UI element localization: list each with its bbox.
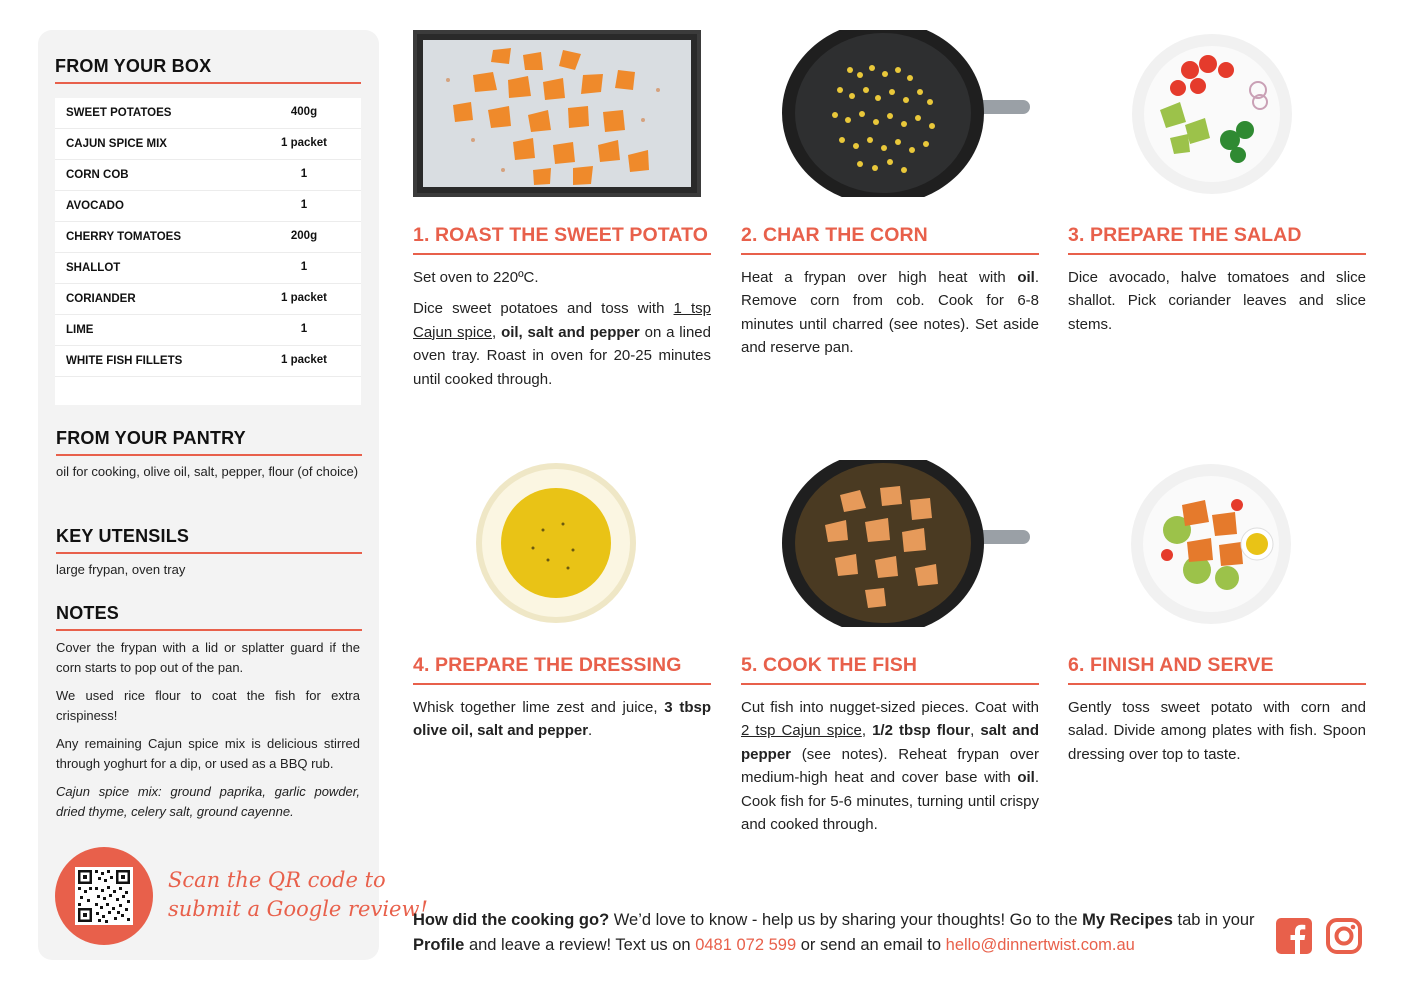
step-1-title: 1. ROAST THE SWEET POTATO <box>413 224 709 246</box>
ingredient-name: WHITE FISH FILLETS <box>66 355 183 367</box>
from-your-pantry-heading: FROM YOUR PANTRY <box>56 428 246 448</box>
bold-run: salt and pepper <box>741 722 1039 763</box>
from-your-box-heading: FROM YOUR BOX <box>55 56 212 76</box>
text-run: or send an email to <box>796 936 946 954</box>
step-6-text <box>1068 696 1366 774</box>
ingredient-name: CHERRY TOMATOES <box>66 231 182 243</box>
fish-frypan-photo <box>780 460 1030 627</box>
ingredient-qty: 1 <box>300 323 308 335</box>
utensils-text: large frypan, oven tray <box>56 562 186 577</box>
table-row <box>55 129 361 160</box>
ingredient-qty: 400g <box>290 106 318 118</box>
heading-divider <box>56 629 362 631</box>
text-run: . <box>588 722 593 740</box>
ingredient-qty: 1 packet <box>280 354 328 366</box>
sweet-potato-tray-photo <box>413 30 701 197</box>
step-divider <box>413 253 711 255</box>
step-1-text <box>413 266 711 399</box>
qr-caption-line1: Scan the QR code to <box>168 868 386 892</box>
step-1-para1: Set oven to 220ºC. <box>413 269 539 286</box>
step-6-title: 6. FINISH AND SERVE <box>1068 654 1274 676</box>
step-6-para: Gently toss sweet potato with corn and salad. Divide among plates with fish. Spoon dressing over top to taste. <box>1068 699 1366 763</box>
text-run: Whisk together lime zest and juice, <box>413 699 665 716</box>
table-row <box>55 315 361 346</box>
phone-link[interactable]: 0481 072 599 <box>695 936 797 954</box>
step-3-para: Dice avocado, halve tomatoes and slice shallot. Pick coriander leaves and slice stems. <box>1068 269 1366 333</box>
table-row <box>55 191 361 222</box>
step-3-title: 3. PREPARE THE SALAD <box>1068 224 1302 246</box>
bold-run: oil, salt and pepper <box>501 323 640 341</box>
bold-run: 3 tbsp olive oil, salt and pepper <box>413 699 711 740</box>
text-run: . Remove corn from cob. Cook for 6-8 minutes until charred (see notes). Set aside and reserve pan. <box>741 269 1039 357</box>
step-2-title: 2. CHAR THE CORN <box>741 224 928 246</box>
step-5-title: 5. COOK THE FISH <box>741 654 918 676</box>
sidebar-panel <box>38 30 428 960</box>
step-divider <box>1068 253 1366 255</box>
table-row <box>55 98 361 129</box>
notes-heading: NOTES <box>56 603 120 623</box>
pantry-text: oil for cooking, olive oil, salt, pepper, flour (of choice) <box>56 464 359 479</box>
text-run: Heat a frypan over high heat with <box>741 269 1018 286</box>
step-divider <box>741 253 1039 255</box>
step-1-para2 <box>413 297 711 391</box>
profile-label: Profile <box>413 936 465 954</box>
table-row <box>55 346 361 377</box>
salad-plate-photo <box>1130 30 1295 197</box>
qr-code-icon[interactable] <box>75 867 133 925</box>
ingredient-qty: 200g <box>290 230 318 242</box>
key-utensils-heading: KEY UTENSILS <box>56 526 190 546</box>
qr-badge <box>55 847 153 945</box>
ingredient-name: CORN COB <box>66 169 129 181</box>
text-run: , <box>861 722 873 740</box>
ingredient-name: AVOCADO <box>66 200 124 212</box>
text-run: on a lined oven tray. Roast in oven for 20-25 minutes until cooked through. <box>413 323 711 388</box>
bold-run: 1/2 tbsp flour <box>872 722 971 740</box>
ingredient-qty: 1 <box>300 199 308 211</box>
text-run: . Cook fish for 5-6 minutes, turning until crispy and cooked through. <box>741 769 1039 834</box>
bold-run: oil <box>1017 269 1035 286</box>
text-run: , <box>970 722 981 740</box>
my-recipes-label: My Recipes <box>1082 911 1173 929</box>
text-run: tab in your <box>1172 911 1255 929</box>
review-footer <box>413 908 1263 958</box>
ingredient-name: LIME <box>66 324 94 336</box>
step-5-para <box>741 696 1039 836</box>
step-4-para <box>413 696 711 743</box>
table-row <box>55 222 361 253</box>
finished-dish-photo <box>1127 460 1295 627</box>
ingredient-name: SWEET POTATOES <box>66 107 172 119</box>
ingredient-qty: 1 <box>300 168 308 180</box>
step-4-title: 4. PREPARE THE DRESSING <box>413 654 682 676</box>
ingredient-qty: 1 packet <box>280 137 328 149</box>
ingredient-name: CAJUN SPICE MIX <box>66 138 167 150</box>
footer-question: How did the cooking go? <box>413 911 610 929</box>
text-run: and leave a review! Text us on <box>464 936 696 954</box>
step-5-text <box>741 696 1039 844</box>
step-2-para <box>741 266 1039 360</box>
step-divider <box>413 683 711 685</box>
note-item: Cover the frypan with a lid or splatter guard if the corn starts to pop out of the pan. <box>56 640 360 675</box>
corn-frypan-photo <box>780 30 1030 197</box>
text-run: (see notes). Reheat frypan over medium-high heat and cover base with <box>741 745 1039 787</box>
heading-divider <box>56 552 362 554</box>
dressing-bowl-photo <box>473 460 639 627</box>
text-run: Cut fish into nugget-sized pieces. Coat with <box>741 699 1039 716</box>
facebook-icon[interactable] <box>1276 918 1312 959</box>
step-4-text <box>413 696 711 751</box>
ingredient-qty: 1 <box>300 261 308 273</box>
ingredient-name: CORIANDER <box>66 293 136 305</box>
table-row <box>55 284 361 315</box>
note-item: Cajun spice mix: ground paprika, garlic powder, dried thyme, celery salt, ground cayenne. <box>56 784 360 819</box>
ingredient-link: 1 tsp Cajun spice <box>413 300 711 341</box>
ingredient-name: SHALLOT <box>66 262 121 274</box>
table-row <box>55 160 361 191</box>
step-2-text <box>741 266 1039 368</box>
text-run: , <box>492 323 502 341</box>
email-link[interactable]: hello@dinnertwist.com.au <box>945 936 1135 954</box>
text-run: We’d love to know - help us by sharing your thoughts! Go to the <box>609 911 1083 929</box>
step-3-text <box>1068 266 1366 344</box>
table-row <box>55 253 361 284</box>
heading-divider <box>56 454 362 456</box>
note-item: We used rice flour to coat the fish for extra crispiness! <box>56 688 360 723</box>
step-divider <box>1068 683 1366 685</box>
note-item: Any remaining Cajun spice mix is delicious stirred through yoghurt for a dip, or used as a BBQ rub. <box>56 736 360 771</box>
step-divider <box>741 683 1039 685</box>
qr-caption-line2: submit a Google review! <box>168 897 428 921</box>
ingredients-table <box>55 98 361 405</box>
text-run: Dice sweet potatoes and toss with <box>413 300 674 318</box>
bold-run: oil <box>1017 769 1035 787</box>
heading-divider <box>55 82 361 84</box>
ingredient-qty: 1 packet <box>280 292 328 304</box>
ingredient-link: 2 tsp Cajun spice <box>741 722 862 740</box>
instagram-icon[interactable] <box>1326 918 1362 959</box>
